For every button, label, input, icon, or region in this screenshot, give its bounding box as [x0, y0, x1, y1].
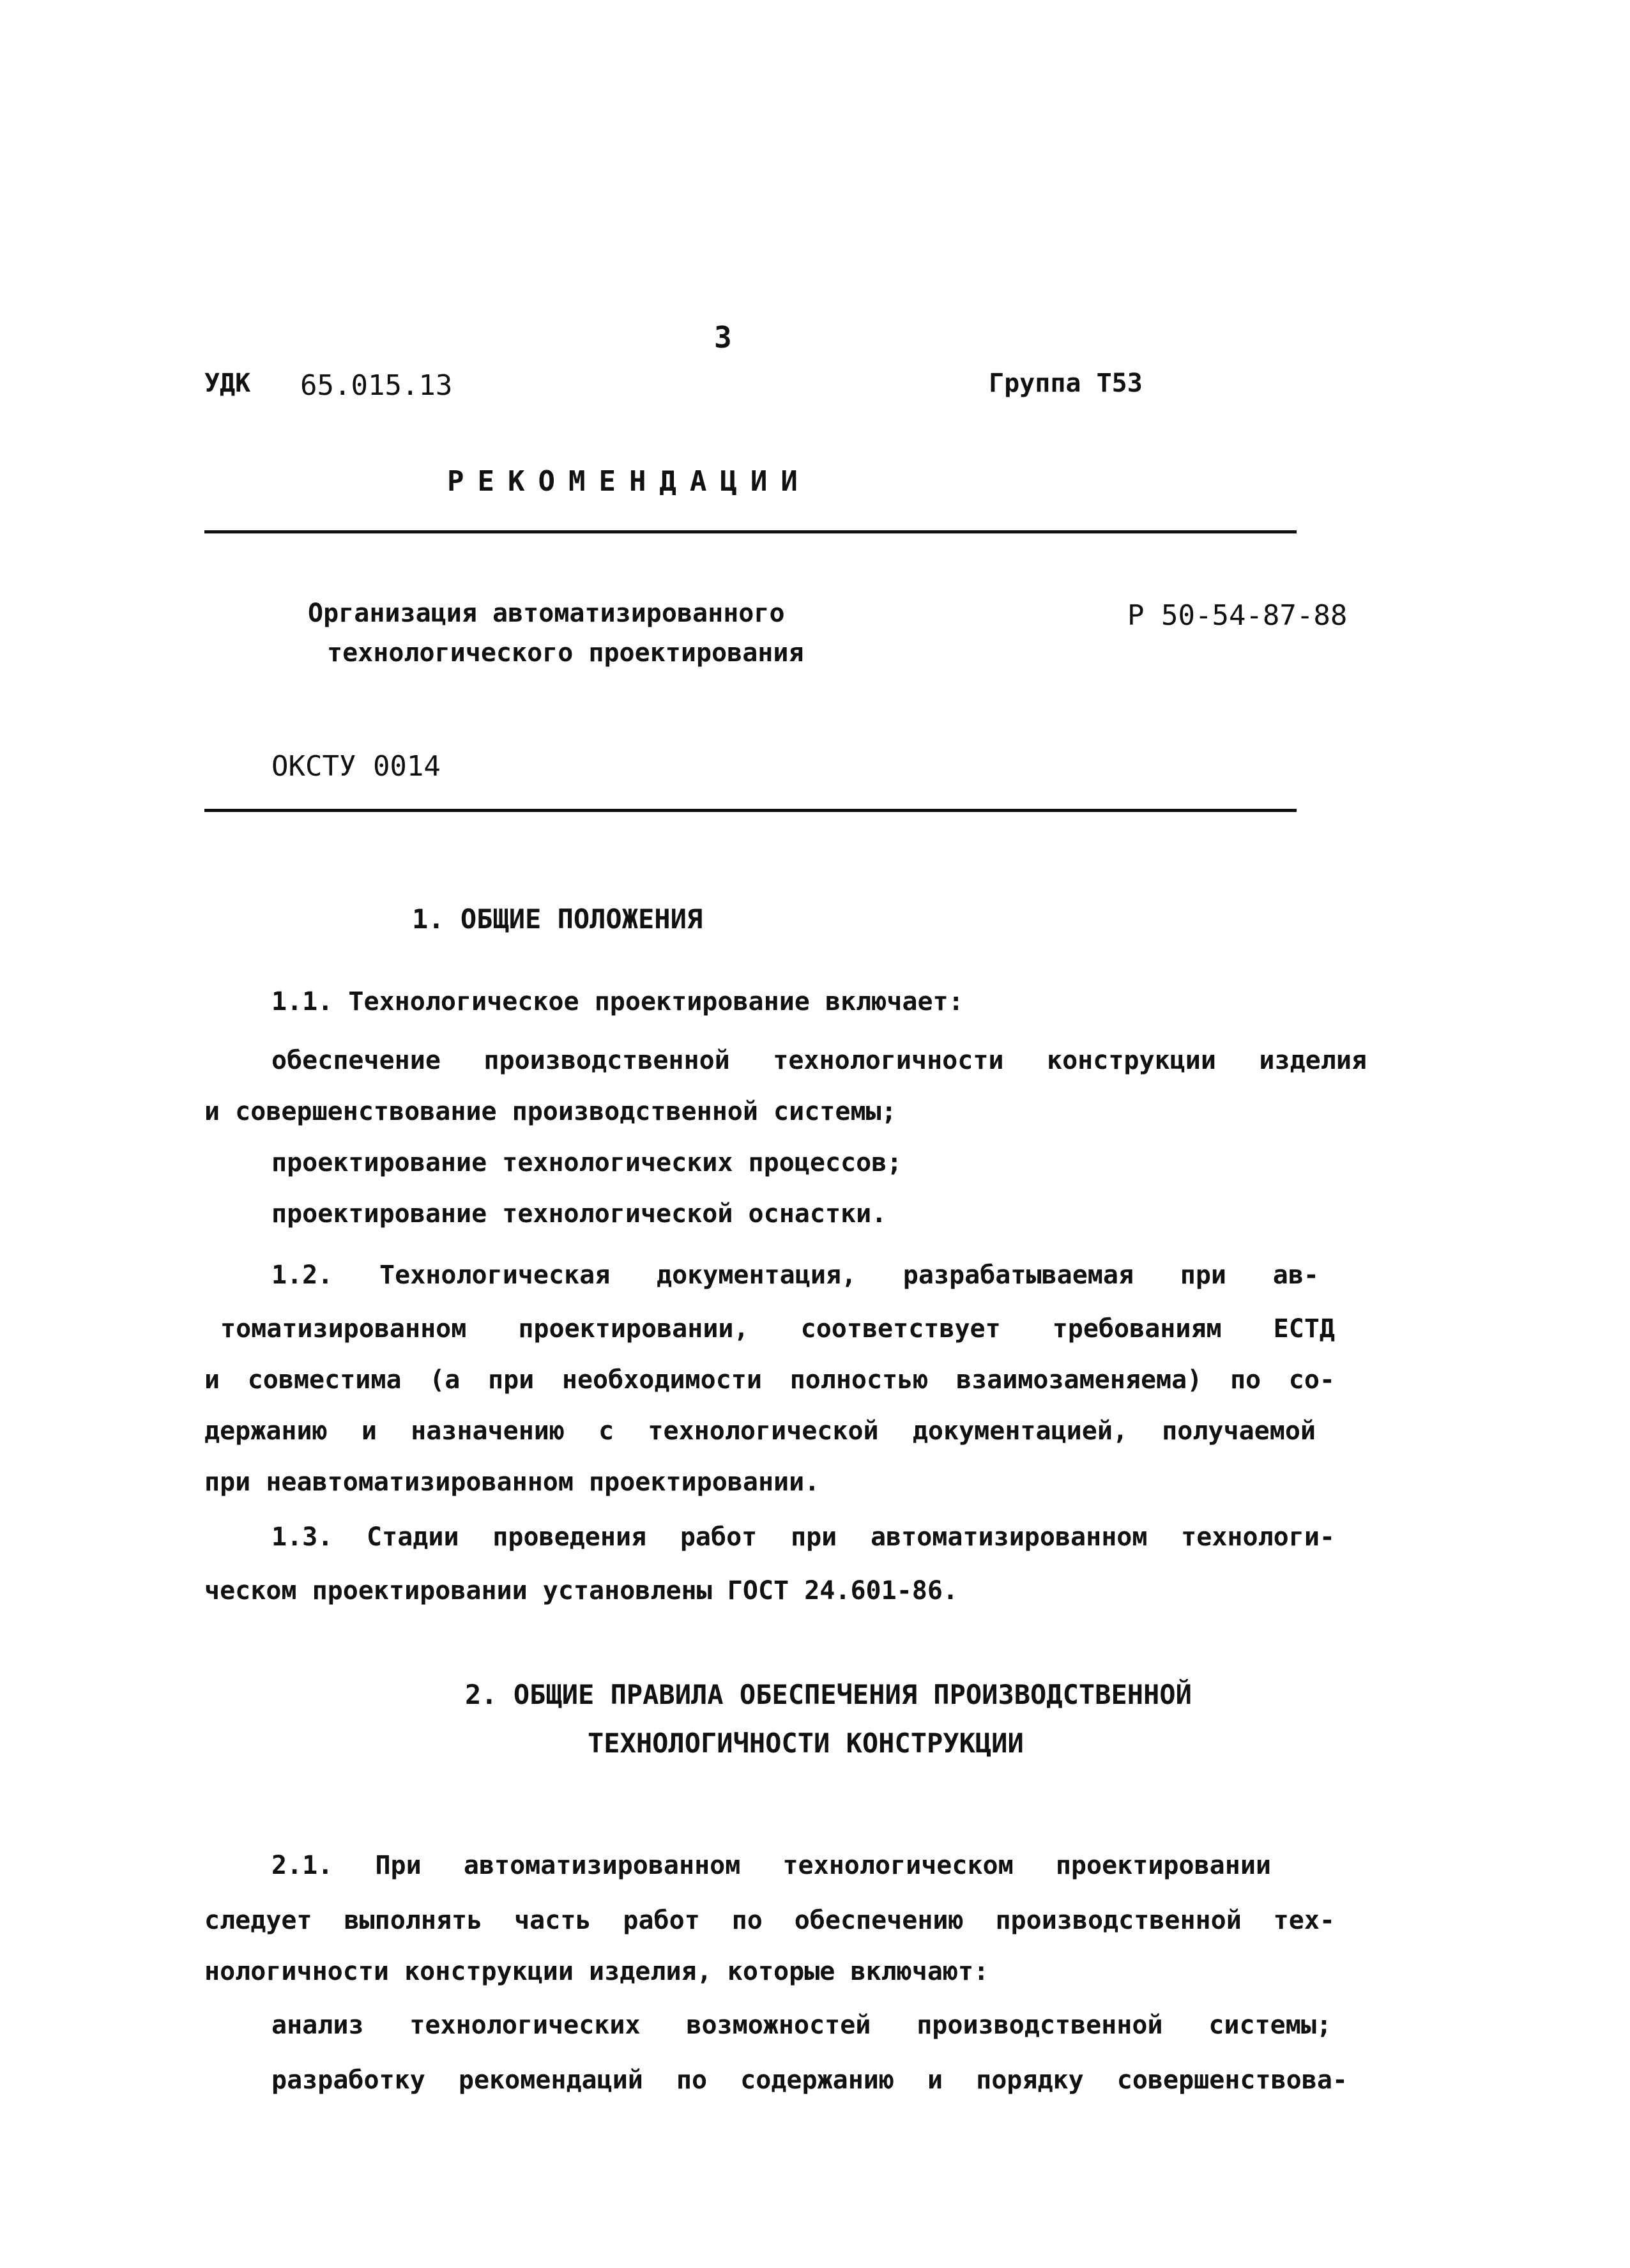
- clause-2-1-line-3: нологичности конструкции изделия, которые включают:: [204, 1957, 989, 1986]
- clause-1-1-item-1-line-1: обеспечение производственной технологичности конструкции изделия: [271, 1046, 1367, 1075]
- section-1-heading: 1. ОБЩИЕ ПОЛОЖЕНИЯ: [412, 903, 703, 935]
- document-designation: Р 50-54-87-88: [1127, 599, 1348, 632]
- clause-1-2-line-2: томатизированном проектировании, соответствует требованиям ЕСТД: [220, 1314, 1335, 1344]
- section-2-heading-line-2: ТЕХНОЛОГИЧНОСТИ КОНСТРУКЦИИ: [588, 1728, 1024, 1759]
- title-line-2: технологического проектирования: [327, 638, 804, 668]
- clause-2-1-line-1: 2.1. При автоматизированном технологическом проектировании: [271, 1851, 1271, 1880]
- udk-value: 65.015.13: [300, 369, 453, 402]
- title-line-1: Организация автоматизированного: [308, 599, 785, 628]
- section-2-heading-line-1: 2. ОБЩИЕ ПРАВИЛА ОБЕСПЕЧЕНИЯ ПРОИЗВОДСТВЕННОЙ: [465, 1679, 1192, 1710]
- clause-1-2-line-1: 1.2. Технологическая документация, разрабатываемая при ав-: [271, 1260, 1319, 1290]
- clause-1-2-line-5: при неавтоматизированном проектировании.: [204, 1467, 820, 1497]
- clause-1-1-item-1-line-2: и совершенствование производственной системы;: [204, 1097, 897, 1126]
- clause-2-1-item-2: разработку рекомендаций по содержанию и порядку совершенствова-: [271, 2065, 1348, 2095]
- top-divider: [204, 530, 1297, 533]
- group-label: Группа Т53: [989, 369, 1143, 398]
- bottom-divider: [204, 809, 1297, 812]
- clause-1-2-line-4: держанию и назначению с технологической документацией, получаемой: [204, 1416, 1316, 1446]
- clause-2-1-line-2: следует выполнять часть работ по обеспечению производственной тех-: [204, 1906, 1335, 1935]
- oksty-code: ОКСТУ 0014: [271, 750, 441, 783]
- page-number: 3: [714, 320, 732, 355]
- doc-type-heading: РЕКОМЕНДАЦИИ: [447, 465, 811, 498]
- clause-1-3-line-1: 1.3. Стадии проведения работ при автоматизированном технологи-: [271, 1522, 1335, 1552]
- clause-1-1-item-3: проектирование технологической оснастки.: [271, 1199, 887, 1229]
- udk-label: УДК: [204, 369, 251, 398]
- clause-1-1-item-2: проектирование технологических процессов;: [271, 1148, 903, 1177]
- clause-2-1-item-1: анализ технологических возможностей производственной системы;: [271, 2011, 1332, 2040]
- clause-1-1-intro: 1.1. Технологическое проектирование включает:: [271, 987, 964, 1016]
- clause-1-2-line-3: и совместима (а при необходимости полностью взаимозаменяема) по со-: [204, 1365, 1335, 1395]
- clause-1-3-line-2: ческом проектировании установлены ГОСТ 24.601-86.: [204, 1576, 959, 1605]
